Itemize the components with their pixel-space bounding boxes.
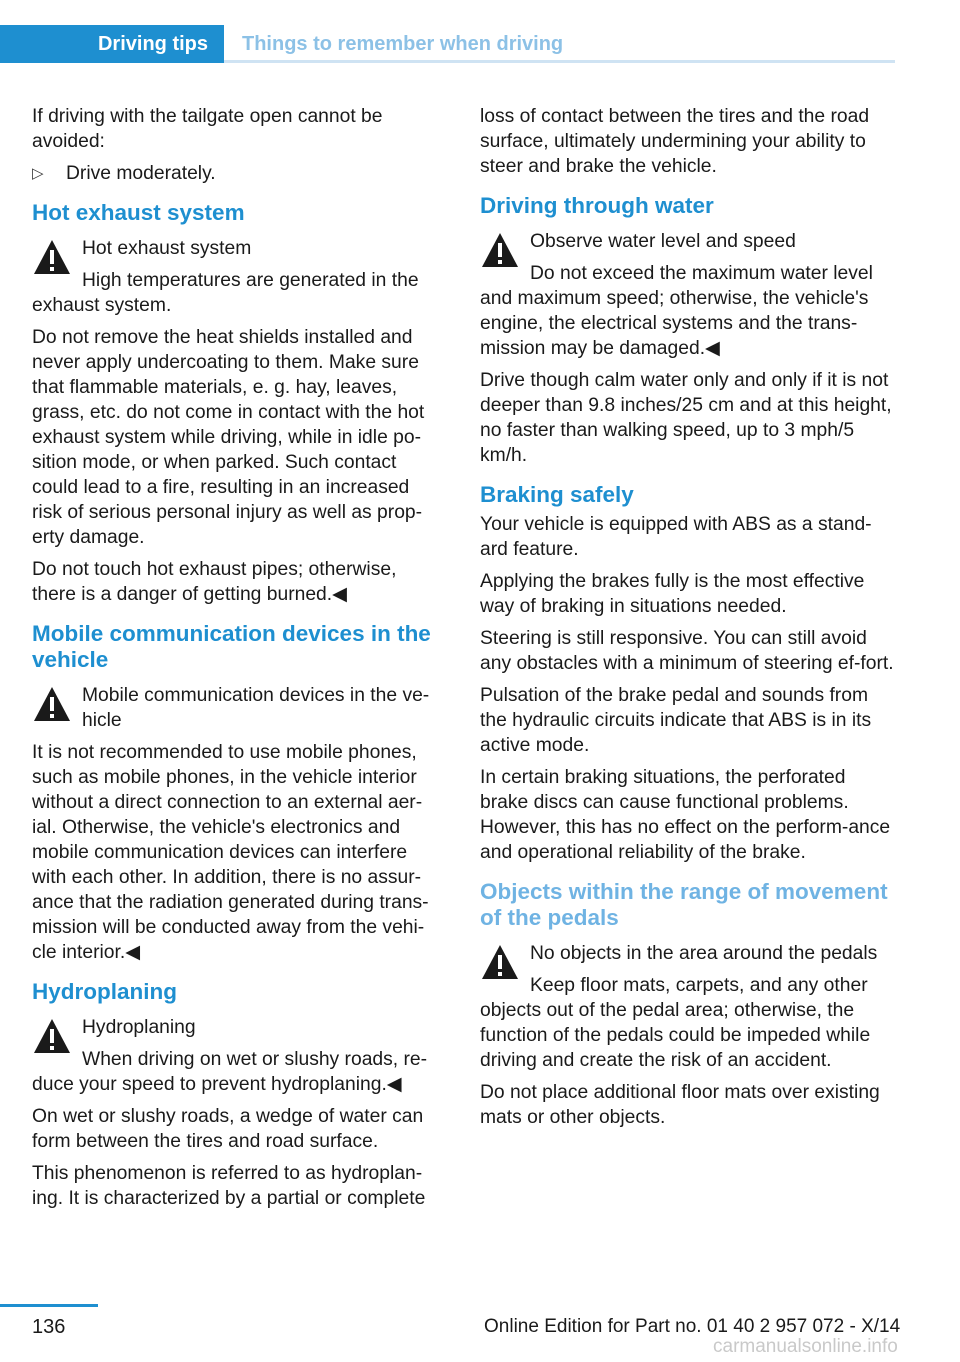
warning-title: Hot exhaust system (82, 238, 252, 259)
breadcrumb-label: Things to remember when driving (242, 32, 564, 55)
heading-driving-through-water: Driving through water (480, 193, 714, 218)
warning-body: When driving on wet or slushy roads, re‐duce your speed to prevent hydroplaning.◀ (32, 1049, 428, 1095)
paragraph: This phenomenon is referred to as hydroplan‐ing. It is characterized by a partial or complete (32, 1163, 426, 1209)
breadcrumb (242, 25, 563, 63)
paragraph: On wet or slushy roads, a wedge of water can form between the tires and road surface. (32, 1106, 424, 1152)
heading-braking-safely: Braking safely (480, 482, 634, 507)
warning-hydroplaning (32, 1015, 444, 1097)
watermark: carmanualsonline.info (713, 1336, 898, 1357)
warning-triangle-icon (480, 231, 530, 275)
warning-body: Keep floor mats, carpets, and any other objects out of the pedal area; otherwise, the function of the pedals could be impeded while driving and create the risk of an accident. (480, 975, 871, 1071)
edition-text: Online Edition for Part no. 01 40 2 957 072 - X/14 (484, 1316, 901, 1337)
paragraph: In certain braking situations, the perforated brake discs can cause functional problems. However, this has no effect on the perform‐ance and operational reliability of the brake. (480, 767, 891, 863)
paragraph: Applying the brakes fully is the most effective way of braking in situations needed. (480, 571, 865, 617)
warning-title: Hydroplaning (82, 1017, 196, 1038)
bullet-arrow-icon: ▷ (32, 165, 44, 182)
heading-pedals: Objects within the range of movement of the pedals (480, 879, 888, 930)
warning-body: High temperatures are generated in the exhaust system. (32, 270, 419, 316)
section-tab-label: Driving tips (97, 32, 208, 55)
heading-hydroplaning: Hydroplaning (32, 979, 177, 1004)
warning-triangle-icon (32, 238, 82, 282)
paragraph: Steering is still responsive. You can still avoid any obstacles with a minimum of steering ef‐fort. (480, 628, 894, 674)
bullet-item (32, 161, 444, 186)
warning-water-level (480, 229, 894, 361)
paragraph: It is not recommended to use mobile phones, such as mobile phones, in the vehicle interior without a direct connection to an external aer‐ial. Otherwise, the vehicle's electronics and mobile communication devices can interfere with each other. In addition, there is no assur‐ance that the radiation generated during trans‐mission will be conducted away from the vehi‐cle interior.◀ (32, 742, 429, 963)
paragraph: Drive though calm water only and only if it is not deeper than 9.8 inches/25 cm and at this height, no faster than walking speed, up to 3 mph/5 km/h. (480, 370, 892, 466)
warning-title: No objects in the area around the pedals (530, 943, 878, 964)
warning-pedals (480, 941, 894, 1073)
warning-triangle-icon (32, 1017, 82, 1061)
heading-mobile-devices: Mobile communication devices in the vehicle (32, 621, 431, 672)
warning-triangle-icon (480, 943, 530, 987)
page-number: 136 (32, 1316, 66, 1338)
paragraph: Do not remove the heat shields installed and never apply undercoating to them. Make sure that flammable materials, e. g. hay, leaves, grass, etc. do not come in contact with the hot exhaust system while driving, while in idle po‐sition mode, or when parked. Such contact could lead to a fire, resulting in an increased risk of serious personal injury as well as prop‐erty damage. (32, 327, 425, 548)
paragraph: Your vehicle is equipped with ABS as a stand‐ard feature. (480, 514, 872, 560)
warning-title: Observe water level and speed (530, 231, 796, 252)
warning-mobile-devices (32, 683, 444, 733)
right-column (480, 104, 894, 1137)
warning-triangle-icon (32, 685, 82, 729)
warning-body: Do not exceed the maximum water level and maximum speed; otherwise, the vehicle's engine, the electrical systems and the trans‐mission may be damaged.◀ (480, 263, 873, 359)
paragraph: Do not place additional floor mats over existing mats or other objects. (480, 1082, 880, 1128)
warning-hot-exhaust (32, 236, 444, 318)
intro-text: If driving with the tailgate open cannot be avoided: (32, 106, 383, 152)
heading-hot-exhaust: Hot exhaust system (32, 200, 245, 225)
paragraph: Do not touch hot exhaust pipes; otherwise, there is a danger of getting burned.◀ (32, 559, 397, 605)
paragraph: loss of contact between the tires and the road surface, ultimately undermining your ability to steer and brake the vehicle. (480, 106, 870, 177)
warning-title: Mobile communication devices in the ve‐hicle (82, 685, 430, 731)
left-column (32, 104, 444, 1218)
paragraph: Pulsation of the brake pedal and sounds from the hydraulic circuits indicate that ABS is in its active mode. (480, 685, 872, 756)
bullet-text: Drive moderately. (66, 163, 216, 184)
footer-rule (0, 1304, 98, 1307)
section-tab (0, 25, 224, 63)
